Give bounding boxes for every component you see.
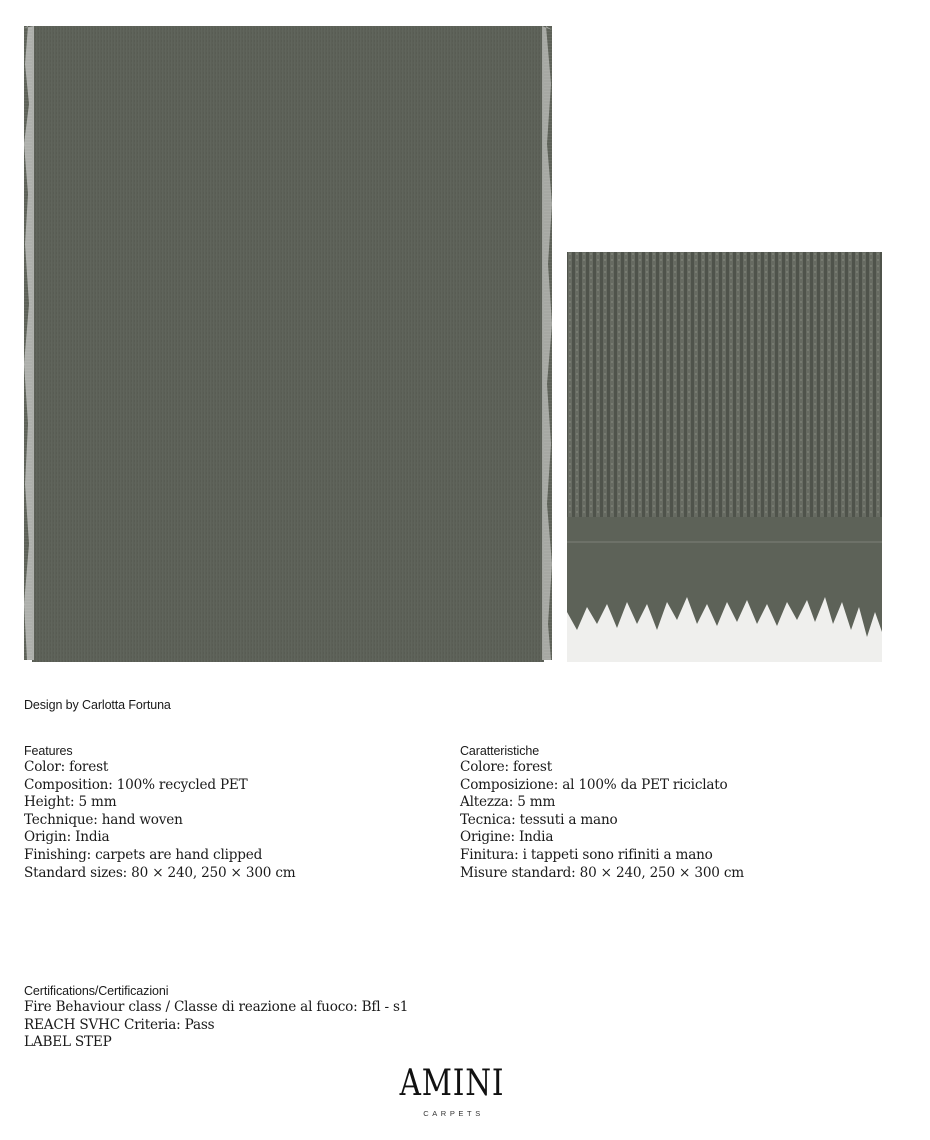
logo-wordmark: AMINI [399, 1063, 505, 1104]
features-italian [460, 743, 744, 882]
certification-line: REACH SVHC Criteria: Pass [24, 1016, 215, 1033]
caratteristiche-heading: Caratteristiche [460, 744, 540, 758]
caratteristica-line: Composizione: al 100% da PET riciclato [460, 776, 728, 793]
feature-line: Finishing: carpets are hand clipped [24, 846, 263, 863]
certification-line: LABEL STEP [24, 1034, 112, 1051]
caratteristica-line: Finitura: i tappeti sono rifiniti a mano [460, 846, 713, 863]
features-english [24, 743, 295, 882]
caratteristica-line: Altezza: 5 mm [460, 794, 556, 811]
design-credit: Design by Carlotta Fortuna [24, 698, 171, 712]
caratteristica-line: Colore: forest [460, 759, 552, 775]
feature-line: Height: 5 mm [24, 794, 117, 811]
amini-logo [380, 1063, 524, 1118]
feature-line: Technique: hand woven [24, 811, 183, 828]
certifications-section [24, 983, 408, 1052]
rug-detail-image [567, 252, 882, 662]
feature-line: Standard sizes: 80 × 240, 250 × 300 cm [24, 864, 296, 881]
certification-line: Fire Behaviour class / Classe di reazione al fuoco: Bfl - s1 [24, 999, 409, 1015]
features-heading: Features [24, 744, 73, 758]
caratteristica-line: Misure standard: 80 × 240, 250 × 300 cm [460, 864, 744, 881]
caratteristica-line: Origine: India [460, 829, 554, 846]
certifications-heading: Certifications/Certificazioni [24, 984, 169, 998]
feature-line: Color: forest [24, 759, 109, 775]
logo-subtitle: CARPETS [423, 1109, 484, 1118]
feature-line: Composition: 100% recycled PET [24, 776, 248, 793]
feature-line: Origin: India [24, 829, 110, 846]
rug-main-image [24, 24, 552, 662]
caratteristica-line: Tecnica: tessuti a mano [460, 811, 618, 828]
